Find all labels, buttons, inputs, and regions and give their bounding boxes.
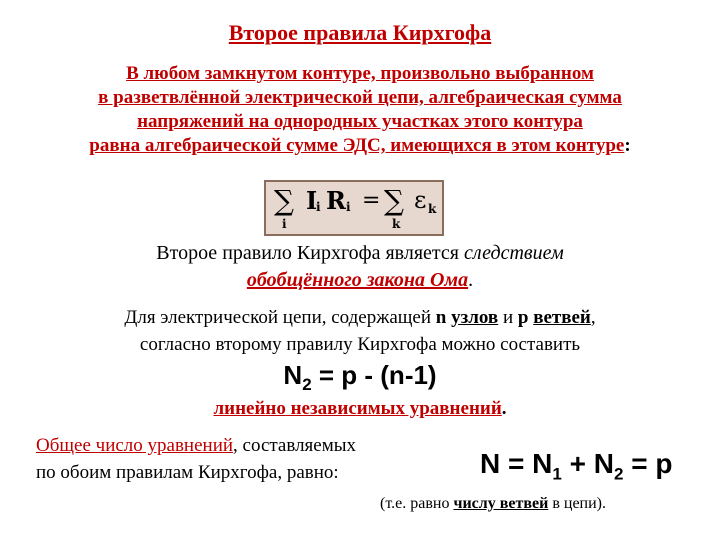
total-equations-link[interactable]: Общее число уравнений bbox=[36, 435, 234, 456]
f3-c: = p bbox=[623, 448, 673, 479]
branch-count-term: числу ветвей bbox=[453, 495, 549, 512]
equals-sign: = bbox=[362, 188, 381, 213]
slide-title: Второе правила Кирхгофа bbox=[228, 20, 492, 45]
note-a: (т.е. равно bbox=[380, 495, 454, 512]
second-rule-count-formula bbox=[0, 360, 720, 395]
sum-symbol-right: ∑ bbox=[384, 184, 404, 217]
rule-line-2: в разветвлённой электрической цепи, алгебраическая сумма bbox=[98, 87, 622, 108]
independent-period: . bbox=[501, 398, 507, 419]
independent-equations-text bbox=[0, 398, 720, 420]
f3-s2: 2 bbox=[613, 464, 624, 484]
branches-note bbox=[380, 495, 606, 513]
para2-comma: , bbox=[590, 307, 596, 328]
equations-count-paragraph bbox=[10, 304, 710, 358]
current-symbol: I bbox=[306, 186, 318, 215]
consequence-line-2 bbox=[0, 267, 720, 294]
consequence-text: Второе правило Кирхгофа является bbox=[156, 242, 464, 264]
rule-colon: : bbox=[624, 135, 631, 156]
emf-symbol: ε bbox=[414, 186, 427, 214]
f2-N: N bbox=[283, 360, 303, 390]
para4-line-1 bbox=[36, 432, 466, 459]
para2-text: Для электрической цепи, содержащей bbox=[124, 307, 436, 328]
consequence-emphasis: следствием bbox=[463, 242, 564, 264]
ohm-law-link[interactable]: обобщённого закона Ома bbox=[246, 269, 469, 291]
current-index: i bbox=[316, 200, 321, 214]
rule-statement bbox=[10, 62, 710, 158]
nodes-term: узлов bbox=[451, 307, 499, 328]
consequence-line-1 bbox=[0, 240, 720, 267]
para2-and: и bbox=[498, 307, 518, 328]
para4-rest: , составляемых bbox=[233, 435, 357, 456]
rule-line-1: В любом замкнутом контуре, произвольно выбранном bbox=[126, 63, 594, 84]
consequence-paragraph bbox=[0, 240, 720, 294]
rule-line-4-text: равна алгебраической сумме ЭДС, имеющихся в этом контуре bbox=[89, 135, 625, 156]
f3-b: + N bbox=[561, 448, 614, 479]
note-b: в цепи). bbox=[548, 495, 606, 512]
p-symbol: p bbox=[517, 307, 529, 328]
f2-rest: = p - (n-1) bbox=[311, 360, 437, 390]
rule-line-4 bbox=[10, 134, 710, 158]
total-equations-paragraph bbox=[36, 432, 466, 486]
f3-s1: 1 bbox=[552, 464, 562, 484]
emf-index: k bbox=[428, 202, 437, 216]
independent-equations-link[interactable]: линейно независимых уравнений bbox=[213, 398, 502, 419]
f3-a: N = N bbox=[480, 448, 553, 479]
para2-line-2: согласно второму правилу Кирхгофа можно составить bbox=[139, 334, 581, 355]
branches-term: ветвей bbox=[533, 307, 591, 328]
resistance-index: i bbox=[346, 200, 351, 214]
rule-line-3: напряжений на однородных участках этого контура bbox=[137, 111, 583, 132]
f2-sub: 2 bbox=[302, 375, 312, 395]
sum-symbol-left: ∑ bbox=[274, 184, 294, 217]
sum-index-i: i bbox=[282, 217, 287, 231]
resistance-symbol: R bbox=[326, 186, 346, 215]
para2-line-1 bbox=[10, 304, 710, 331]
sum-index-k: k bbox=[392, 217, 401, 231]
consequence-period: . bbox=[468, 269, 474, 291]
n-symbol: n bbox=[435, 307, 447, 328]
total-count-formula bbox=[480, 448, 672, 485]
kirchhoff-formula-box bbox=[264, 180, 444, 236]
para4-line-2: по обоим правилам Кирхгофа, равно: bbox=[36, 462, 339, 483]
